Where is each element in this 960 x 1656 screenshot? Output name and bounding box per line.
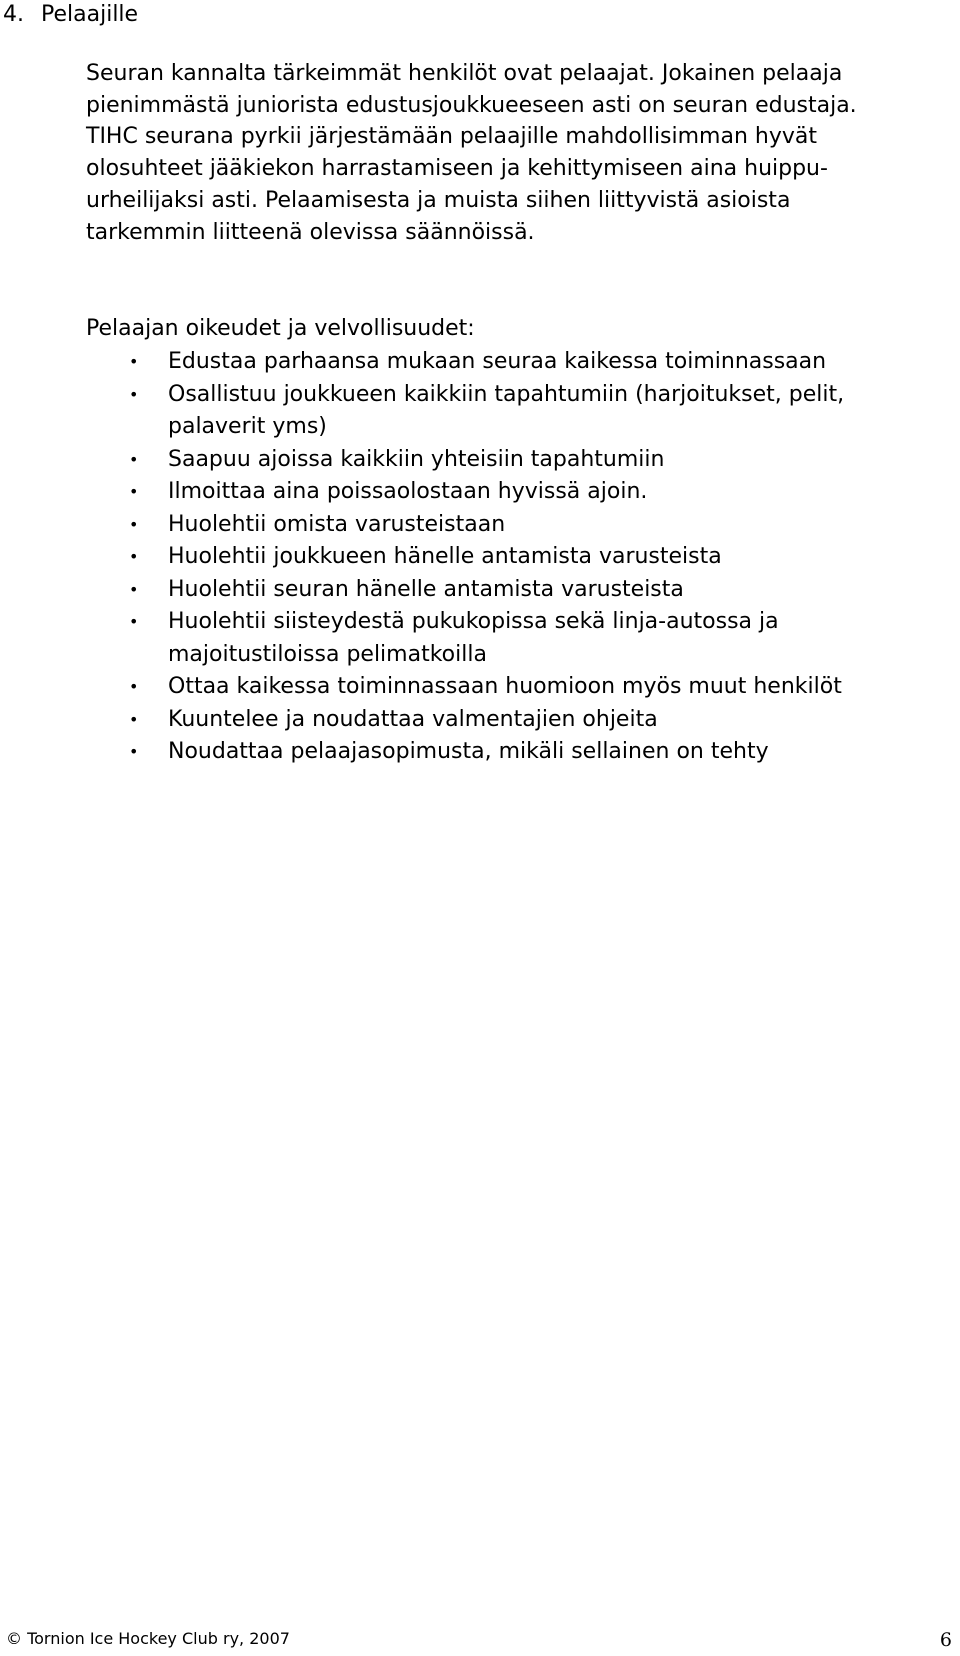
rights-title: Pelaajan oikeudet ja velvollisuudet:	[86, 316, 475, 341]
section-heading	[0, 0, 138, 30]
list-item-text: Saapuu ajoissa kaikkiin yhteisiin tapahtumiin	[168, 446, 665, 472]
bullet-icon: •	[129, 579, 139, 599]
page-number: 6	[939, 1629, 952, 1651]
bullet-icon: •	[129, 352, 139, 371]
bullet-icon: •	[129, 514, 139, 534]
section-title: Pelaajille	[41, 2, 139, 27]
bullet-icon: •	[129, 449, 139, 469]
list-item	[86, 346, 916, 379]
list-item-text: Kuuntelee ja noudattaa valmentajien ohjeita	[168, 706, 658, 732]
bullet-icon: •	[129, 612, 139, 631]
bullet-icon: •	[129, 742, 139, 761]
list-item	[86, 671, 916, 704]
list-item-text: Huolehtii siisteydestä pukukopissa sekä linja-autossa ja majoitustiloissa pelimatkoilla	[168, 609, 779, 667]
bullet-icon: •	[129, 482, 139, 501]
bullet-icon: •	[129, 384, 139, 404]
list-item	[86, 736, 916, 769]
list-item	[86, 541, 916, 574]
bullet-icon: •	[129, 709, 139, 729]
list-item	[86, 379, 916, 444]
list-item-text: Ottaa kaikessa toiminnassaan huomioon myös muut henkilöt	[168, 674, 842, 699]
list-item-text: Noudattaa pelaajasopimusta, mikäli sellainen on tehty	[168, 739, 769, 764]
copyright-text: © Tornion Ice Hockey Club ry, 2007	[6, 1629, 290, 1648]
list-item	[86, 476, 916, 509]
page-footer	[6, 1627, 952, 1651]
list-item-text: Huolehtii seuran hänelle antamista varusteista	[168, 576, 684, 602]
list-item	[86, 704, 916, 737]
list-item-text: Ilmoittaa aina poissaolostaan hyvissä ajoin.	[168, 479, 648, 504]
section-number: 4.	[3, 2, 24, 27]
list-item-text: Osallistuu joukkueen kaikkiin tapahtumiin (harjoitukset, pelit, palaverit yms)	[168, 381, 845, 439]
bullet-icon: •	[129, 677, 139, 696]
list-item	[86, 444, 916, 477]
list-item	[86, 606, 916, 671]
intro-paragraph: Seuran kannalta tärkeimmät henkilöt ovat pelaajat. Jokainen pelaaja pienimmästä juniorista edustusjoukkueeseen asti on seuran edustaja. TIHC seurana pyrkii järjestämään pelaajille mahdollisimman hyvät olosuhteet jääkiekon harrastamiseen ja kehittymiseen aina huippu-urheilijaksi asti. Pelaamisesta ja muista siihen liittyvistä asioista tarkemmin liitteenä olevissa säännöissä.	[86, 61, 857, 245]
rights-list	[86, 346, 916, 769]
list-item-text: Huolehtii joukkueen hänelle antamista varusteista	[168, 544, 722, 569]
list-item-text: Edustaa parhaansa mukaan seuraa kaikessa toiminnassaan	[168, 349, 827, 374]
list-item	[86, 509, 916, 542]
bullet-icon: •	[129, 547, 139, 566]
list-item	[86, 574, 916, 607]
list-item-text: Huolehtii omista varusteistaan	[168, 511, 506, 537]
